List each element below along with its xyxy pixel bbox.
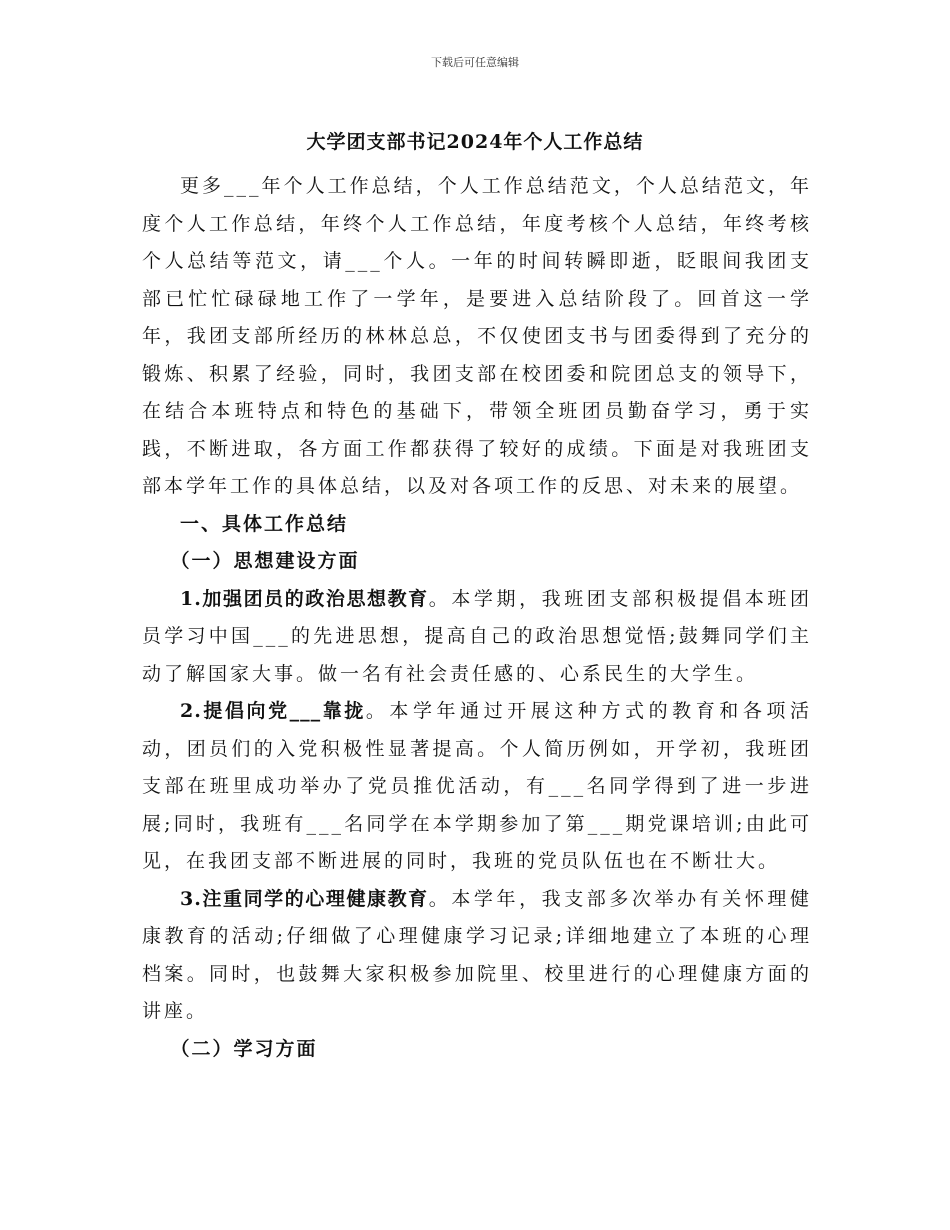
document-title: 大学团支部书记2024年个人工作总结 <box>306 131 644 153</box>
item-lead-2: 2.提倡向党___靠拢 <box>180 700 366 722</box>
item-text-2: 。本学年通过开展这种方式的教育和各项活动，团员们的入党积极性显著提高。个人简历例如，开学初，我班团支部在班里成功举办了党员推优活动，有___名同学得到了进一步进展;同时，我班有___名同学在本学期参加了第___期党课培训;由此可见，在我团支部不断进展的同时，我班的党员队伍也在不断壮大。 <box>142 700 812 872</box>
item-lead-1: 1.加强团员的政治思想教育 <box>180 587 429 610</box>
item-lead-3: 3.注重同学的心理健康教育 <box>180 887 429 910</box>
item-paragraph-3 <box>142 881 812 1031</box>
section-heading-1: 一、具体工作总结 <box>180 512 349 535</box>
subsection-heading-2: （二）学习方面 <box>170 1037 318 1060</box>
item-paragraph-1 <box>142 581 812 694</box>
subsection-heading-1: （一）思想建设方面 <box>170 550 360 572</box>
header-note: 下载后可任意编辑 <box>431 56 519 69</box>
item-text-1: 。本学期，我班团支部积极提倡本班团员学习中国___的先进思想，提高自己的政治思想觉悟;鼓舞同学们主动了解国家大事。做一名有社会责任感的、心系民生的大学生。 <box>142 587 812 685</box>
item-paragraph-2 <box>142 693 812 881</box>
intro-paragraph: 更多___年个人工作总结，个人工作总结范文，个人总结范文，年度个人工作总结，年终个人工作总结，年度考核个人总结，年终考核个人总结等范文，请___个人。一年的时间转瞬即逝，眨眼间我团支部已忙忙碌碌地工作了一学年，是要进入总结阶段了。回首这一学年，我团支部所经历的林林总总，不仅使团支书与团委得到了充分的锻炼、积累了经验，同时，我团支部在校团委和院团总支的领导下，在结合本班特点和特色的基础下，带领全班团员勤奋学习，勇于实践，不断进取，各方面工作都获得了较好的成绩。下面是对我班团支部本学年工作的具体总结，以及对各项工作的反思、对未来的展望。 <box>142 175 812 497</box>
document-body <box>142 168 812 1068</box>
item-text-3: 。本学年，我支部多次举办有关怀理健康教育的活动;仔细做了心理健康学习记录;详细地建立了本班的心理档案。同时，也鼓舞大家积极参加院里、校里进行的心理健康方面的讲座。 <box>142 887 812 1022</box>
